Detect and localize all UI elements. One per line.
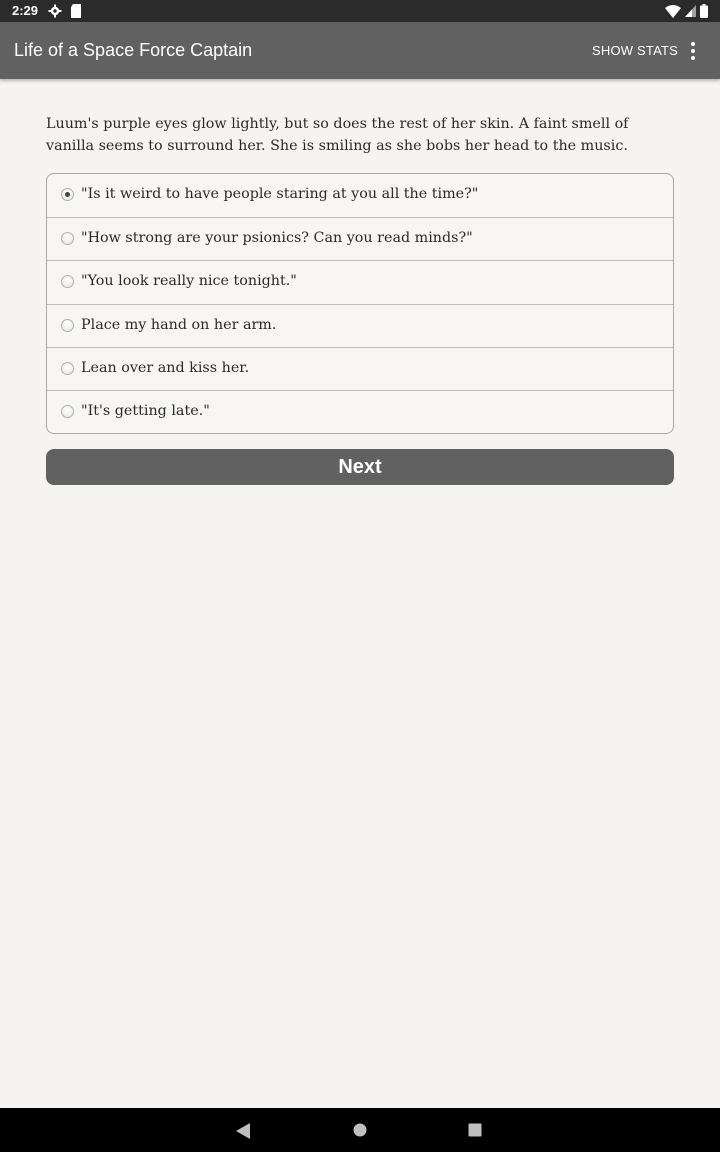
choice-list: [46, 173, 674, 434]
choice-label: "Is it weird to have people staring at you all the time?": [81, 186, 479, 202]
cell-signal-icon: [685, 5, 696, 17]
choice-option[interactable]: [47, 260, 673, 303]
radio-button[interactable]: [61, 319, 74, 332]
radio-button[interactable]: [61, 188, 74, 201]
back-icon[interactable]: [236, 1123, 250, 1139]
show-stats-button[interactable]: SHOW STATS: [592, 43, 679, 58]
choice-option[interactable]: [47, 174, 673, 217]
navigation-bar: [0, 1108, 720, 1152]
app-title: Life of a Space Force Captain: [14, 40, 253, 60]
radio-button[interactable]: [61, 362, 74, 375]
choice-option[interactable]: [47, 304, 673, 347]
radio-button[interactable]: [61, 232, 74, 245]
sd-card-icon: [70, 4, 82, 18]
next-button[interactable]: Next: [46, 449, 674, 485]
main-content: [46, 114, 674, 434]
choice-label: "It's getting late.": [81, 402, 210, 419]
wifi-icon: [665, 5, 681, 18]
choice-label: Place my hand on her arm.: [81, 316, 277, 333]
more-vert-icon[interactable]: [684, 40, 702, 62]
home-icon[interactable]: [353, 1123, 367, 1137]
choice-label: Lean over and kiss her.: [81, 359, 250, 376]
choice-label: "You look really nice tonight.": [81, 273, 297, 290]
status-bar: [0, 0, 720, 22]
story-text: Luum's purple eyes glow lightly, but so does the rest of her skin. A faint smell of vanilla seems to surround her. She is smiling as she bobs her head to the music.: [46, 116, 629, 154]
choice-label: "How strong are your psionics? Can you read minds?": [81, 230, 473, 247]
choice-option[interactable]: [47, 390, 673, 433]
app-bar: [0, 22, 720, 79]
battery-icon: [700, 4, 708, 18]
gear-icon: [48, 4, 62, 18]
radio-button[interactable]: [61, 275, 74, 288]
choice-option[interactable]: [47, 347, 673, 390]
radio-button[interactable]: [61, 405, 74, 418]
choice-option[interactable]: [47, 217, 673, 260]
status-time: 2:29: [12, 3, 39, 18]
recents-icon[interactable]: [468, 1123, 482, 1137]
